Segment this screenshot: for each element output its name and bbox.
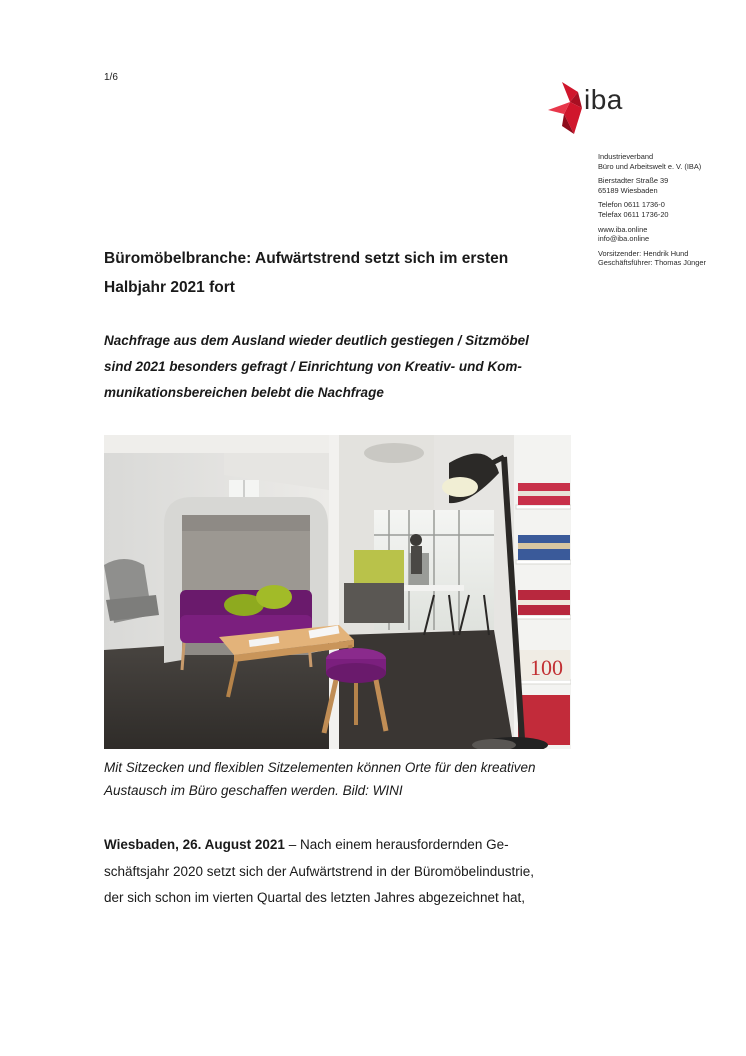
subheadline-line: sind 2021 besonders gefragt / Einrichtung von Kreativ- und Kom-: [104, 359, 522, 374]
phone-number: Telefon 0611 1736-0: [598, 200, 665, 210]
headline: [104, 244, 584, 302]
dateline: Wiesbaden, 26. August 2021: [104, 837, 285, 852]
body-line-rest: – Nach einem herausfordernden Ge-: [284, 837, 509, 852]
street-address: Bierstadter Straße 39: [598, 176, 669, 186]
org-name-line2: Büro und Arbeitswelt e. V. (IBA): [598, 161, 702, 171]
body-line: der sich schon im vierten Quartal des letzten Jahres abgezeichnet hat,: [104, 890, 525, 905]
headline-line: Halbjahr 2021 fort: [104, 279, 235, 296]
org-name-line1: Industrieverband: [598, 152, 654, 161]
managing-director: Geschäftsführer: Thomas Jünger: [598, 258, 706, 268]
body-line: [104, 832, 584, 859]
fax-number: Telefax 0611 1736-20: [598, 209, 669, 219]
shelf-number-label: 100: [530, 655, 563, 680]
iba-wordmark: iba: [584, 84, 623, 115]
subheadline: [104, 328, 584, 406]
email-link[interactable]: info@iba.online: [598, 234, 650, 244]
subheadline-line: munikationsbereichen belebt die Nachfrage: [104, 385, 384, 400]
caption-line: Mit Sitzecken und flexiblen Sitzelementen können Orte für den kreativen: [104, 760, 536, 775]
sender-info: [598, 152, 738, 273]
city-address: 65189 Wiesbaden: [598, 185, 658, 195]
iba-bird-icon: [548, 80, 584, 134]
page-number: 1/6: [104, 72, 118, 83]
body-text: [104, 832, 584, 912]
chairman: Vorsitzender: Hendrik Hund: [598, 248, 689, 258]
photo-caption: [104, 756, 584, 802]
headline-line: Büromöbelbranche: Aufwärtstrend setzt sich im ersten: [104, 250, 509, 267]
body-line: schäftsjahr 2020 setzt sich der Aufwärtstrend in der Büromöbelindustrie,: [104, 863, 534, 879]
subheadline-line: Nachfrage aus dem Ausland wieder deutlich gestiegen / Sitzmöbel: [104, 333, 529, 348]
caption-line: Austausch im Büro geschaffen werden. Bild: WINI: [104, 783, 403, 798]
iba-logo: [548, 80, 658, 136]
website-link[interactable]: www.iba.online: [598, 224, 648, 234]
office-lounge-photo: [104, 435, 571, 749]
